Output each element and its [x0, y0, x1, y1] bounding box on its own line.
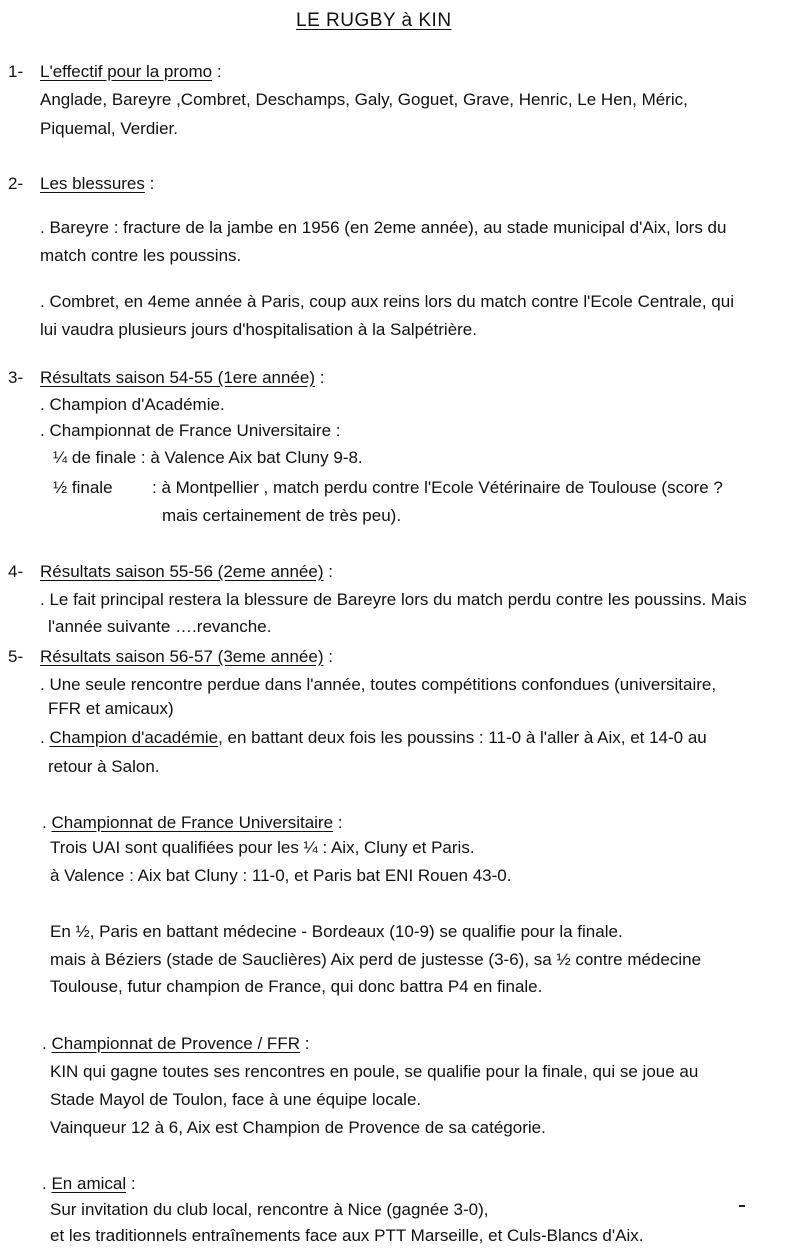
- text-line: FFR et amicaux): [48, 699, 174, 718]
- section-number: 4-: [8, 562, 24, 581]
- text-line: En ½, Paris en battant médecine - Bordeaux (10-9) se qualifie pour la finale.: [50, 922, 623, 941]
- section-heading: Les blessures :: [40, 174, 155, 193]
- text-line: ½ finale: [53, 478, 113, 497]
- subsection-heading: . Championnat de Provence / FFR :: [42, 1034, 310, 1053]
- scan-speck: [739, 1205, 745, 1207]
- text-line: Piquemal, Verdier.: [40, 119, 178, 138]
- text-line: mais à Béziers (stade de Sauclières) Aix perd de justesse (3-6), sa ½ contre médecine: [50, 950, 702, 969]
- text-line: Anglade, Bareyre ,Combret, Deschamps, Galy, Goguet, Grave, Henric, Le Hen, Méric,: [40, 90, 688, 109]
- text-line: Stade Mayol de Toulon, face à une équipe locale.: [50, 1090, 422, 1109]
- text-line: . Le fait principal restera la blessure de Bareyre lors du match perdu contre les poussins. Mais: [40, 590, 747, 609]
- section-number: 2-: [8, 174, 24, 193]
- text-line: l'année suivante ….revanche.: [48, 617, 272, 636]
- section-heading: Résultats saison 55-56 (2eme année) :: [40, 562, 333, 581]
- text-line: mais certainement de très peu).: [162, 506, 402, 525]
- text-line: lui vaudra plusieurs jours d'hospitalisation à la Salpétrière.: [40, 320, 477, 339]
- text-line: . Championnat de France Universitaire :: [40, 421, 341, 440]
- section-number: 3-: [8, 368, 24, 387]
- page-title: LE RUGBY à KIN: [296, 10, 452, 31]
- text-line: match contre les poussins.: [40, 246, 242, 265]
- text-line: KIN qui gagne toutes ses rencontres en poule, se qualifie pour la finale, qui se joue au: [50, 1062, 699, 1081]
- subsection-heading: . Championnat de France Universitaire :: [42, 813, 343, 832]
- text-line: à Valence : Aix bat Cluny : 11-0, et Paris bat ENI Rouen 43-0.: [50, 866, 512, 885]
- section-heading: Résultats saison 56-57 (3eme année) :: [40, 647, 333, 666]
- text-line: Sur invitation du club local, rencontre à Nice (gagnée 3-0),: [50, 1200, 489, 1219]
- text-line: . Bareyre : fracture de la jambe en 1956 (en 2eme année), au stade municipal d'Aix, lors du: [40, 218, 727, 237]
- text-line: . Une seule rencontre perdue dans l'année, toutes compétitions confondues (universitaire,: [40, 675, 717, 694]
- text-line: . Champion d'académie, en battant deux fois les poussins : 11-0 à l'aller à Aix, et 14-0 au: [40, 728, 707, 747]
- text-line: retour à Salon.: [48, 757, 160, 776]
- subsection-heading: . En amical :: [42, 1174, 136, 1193]
- text-line: Toulouse, futur champion de France, qui donc battra P4 en finale.: [50, 977, 543, 996]
- text-line: . Champion d'Académie.: [40, 395, 225, 414]
- text-line: : à Montpellier , match perdu contre l'Ecole Vétérinaire de Toulouse (score ?: [152, 478, 723, 497]
- text-line: et les traditionnels entraînements face aux PTT Marseille, et Culs-Blancs d'Aix.: [50, 1226, 644, 1245]
- text-line: ¼ de finale : à Valence Aix bat Cluny 9-8.: [53, 448, 363, 467]
- section-heading: Résultats saison 54-55 (1ere année) :: [40, 368, 325, 387]
- text-line: Vainqueur 12 à 6, Aix est Champion de Provence de sa catégorie.: [50, 1118, 546, 1137]
- section-heading: L'effectif pour la promo :: [40, 62, 222, 81]
- section-number: 1-: [8, 62, 24, 81]
- text-line: . Combret, en 4eme année à Paris, coup aux reins lors du match contre l'Ecole Centrale, qui: [40, 292, 734, 311]
- section-number: 5-: [8, 647, 24, 666]
- text-line: Trois UAI sont qualifiées pour les ¼ : Aix, Cluny et Paris.: [50, 838, 475, 857]
